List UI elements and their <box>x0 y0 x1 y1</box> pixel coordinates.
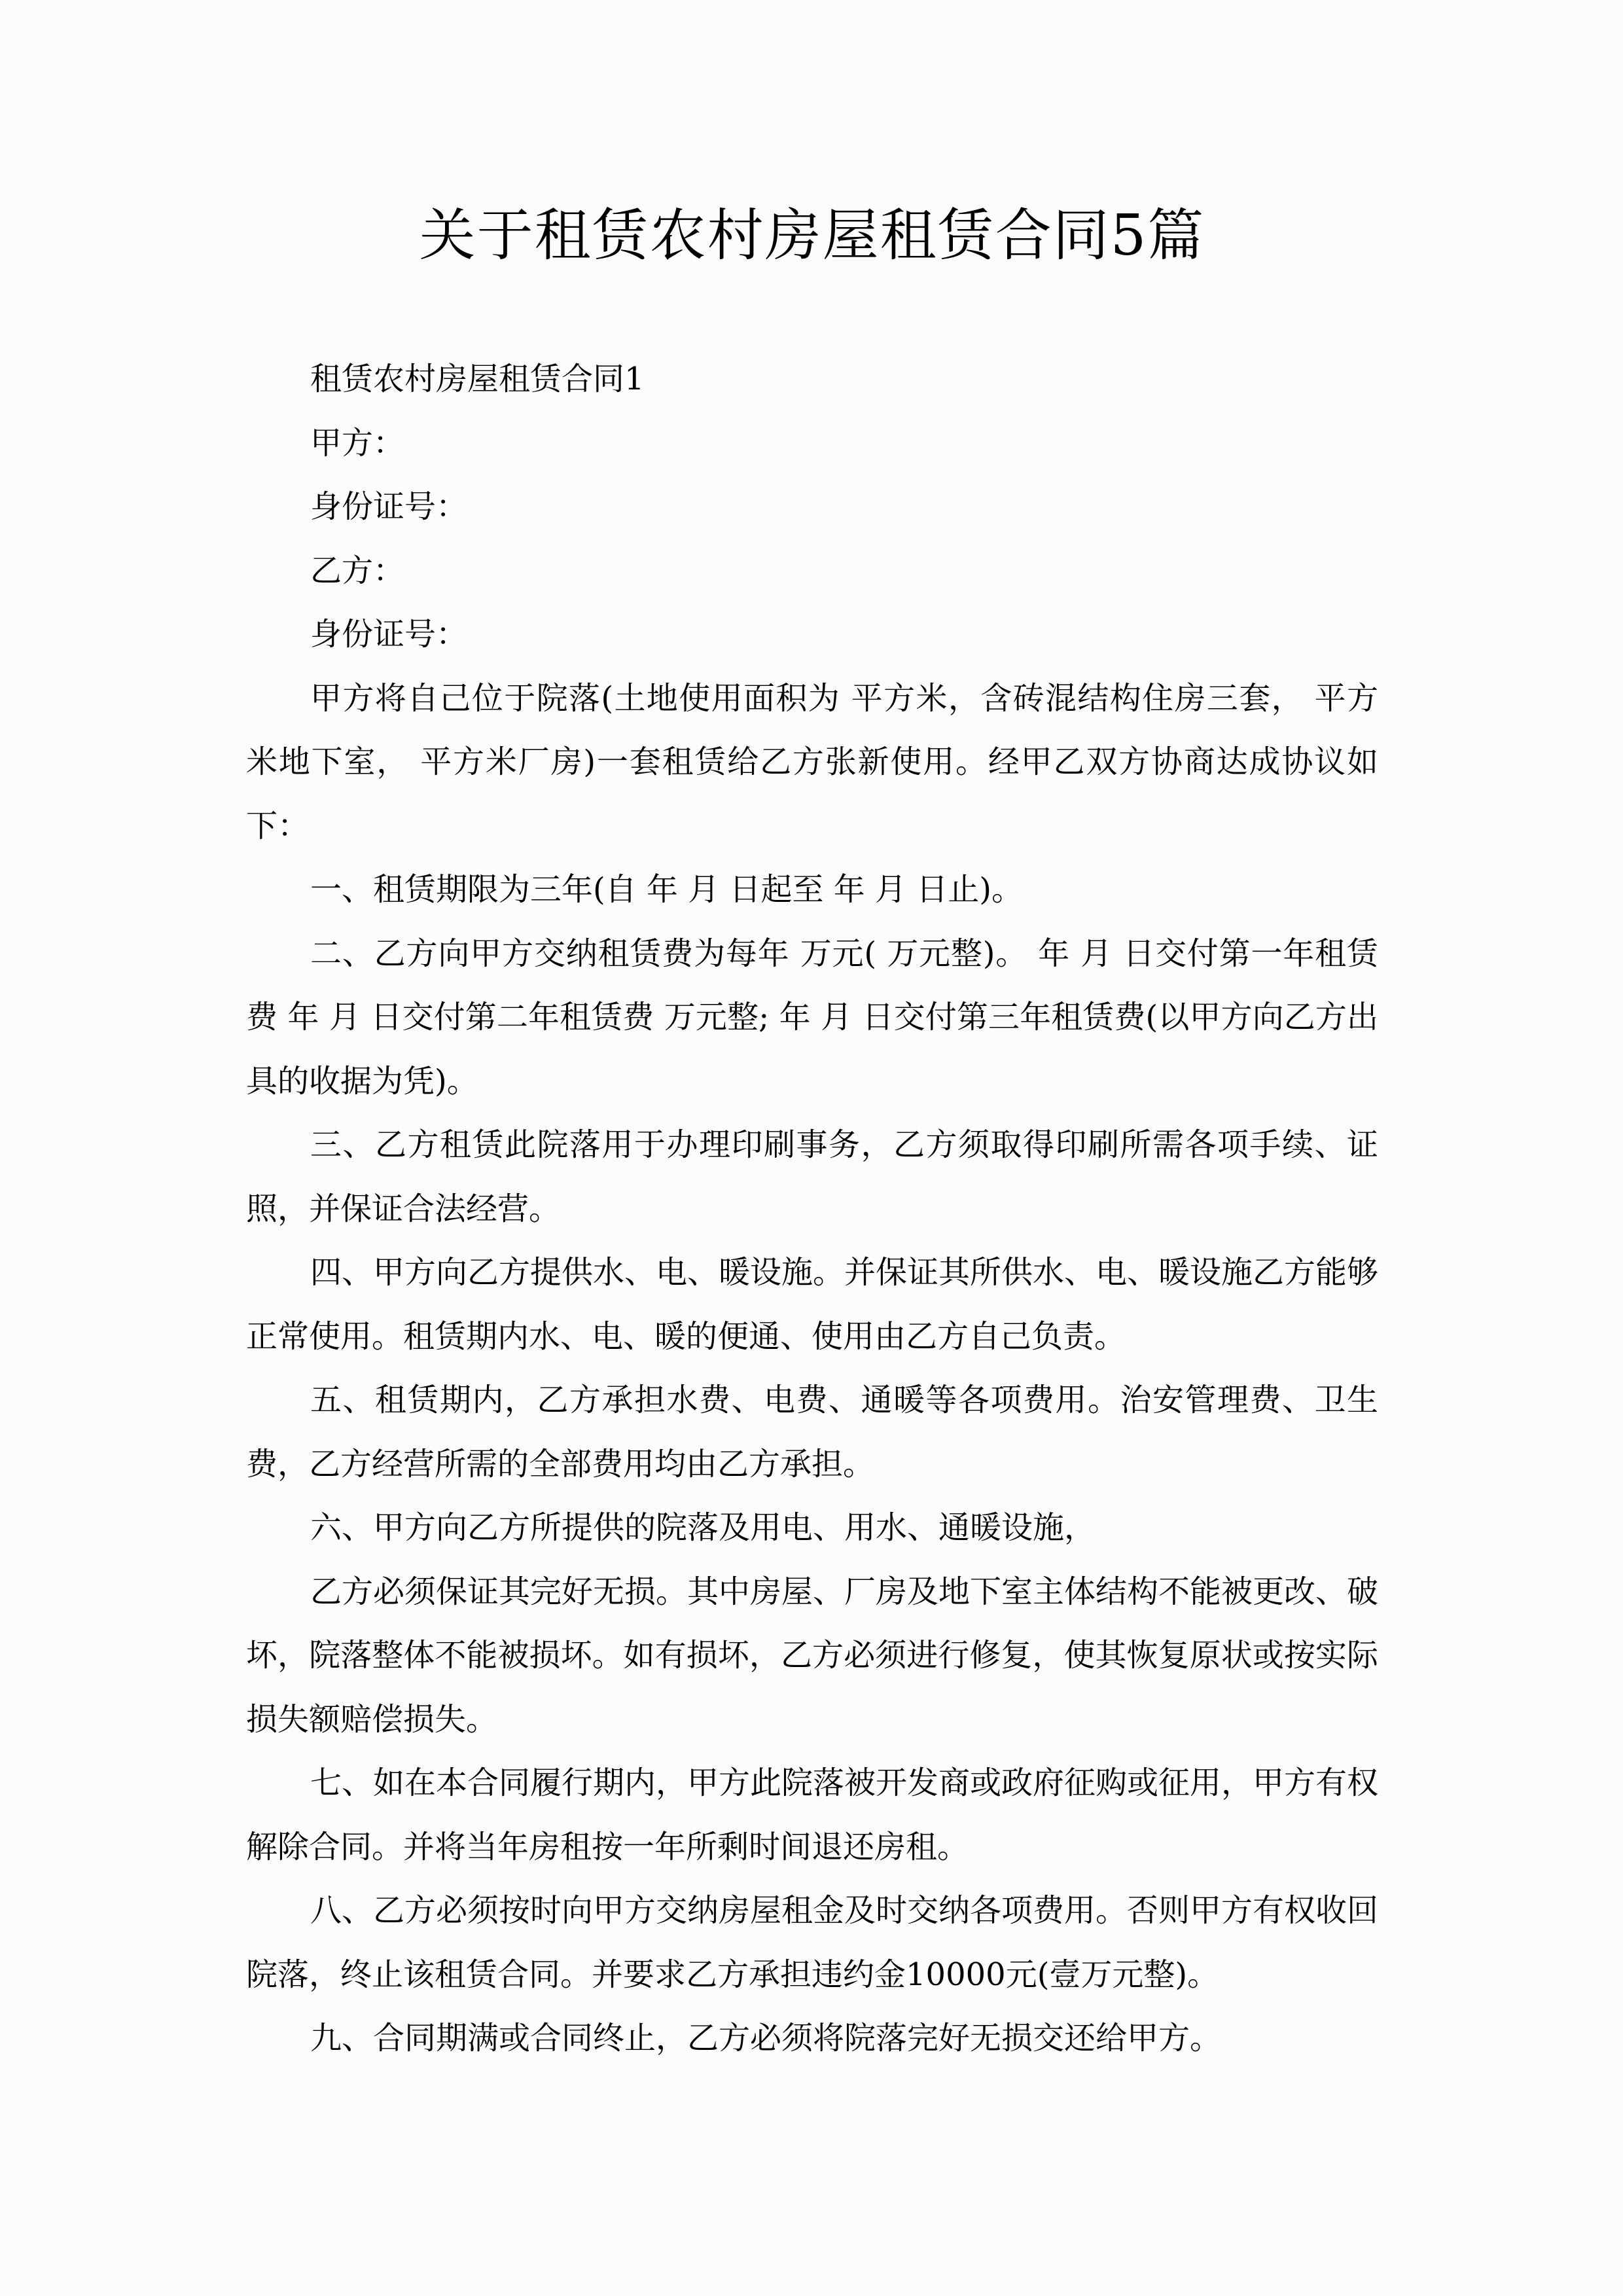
party-a-label: 甲方： <box>310 424 405 461</box>
preamble-paragraph: 甲方将自己位于院落(土地使用面积为 平方米，含砖混结构住房三套， 平方米地下室， 平方米厂房)一套租赁给乙方张新使用。经甲乙双方协商达成协议如下： <box>246 679 1378 844</box>
clause-9: 九、合同期满或合同终止，乙方必须将院落完好无损交还给甲方。 <box>310 2020 1222 2056</box>
document-title: 关于租赁农村房屋租赁合同5篇 <box>419 203 1205 268</box>
clause-2: 二、乙方向甲方交纳租赁费为每年 万元( 万元整)。 年 月 日交付第一年租赁费 年 月 日交付第二年租赁费 万元整; 年 月 日交付第三年租赁费(以甲方向乙方出具的收据为凭)。 <box>246 935 1378 1100</box>
party-a-id-label: 身份证号： <box>310 488 468 525</box>
clause-6-continued: 乙方必须保证其完好无损。其中房屋、厂房及地下室主体结构不能被更改、破坏，院落整体不能被损坏。如有损坏，乙方必须进行修复，使其恢复原状或按实际损失额赔偿损失。 <box>246 1573 1379 1738</box>
contract-heading: 租赁农村房屋租赁合同1 <box>310 361 645 397</box>
document-body <box>246 348 1378 2071</box>
clause-7: 七、如在本合同履行期内，甲方此院落被开发商或政府征购或征用，甲方有权解除合同。并将当年房租按一年所剩时间退还房租。 <box>246 1765 1379 1865</box>
party-b-label: 乙方： <box>310 552 405 589</box>
clause-8: 八、乙方必须按时向甲方交纳房屋租金及时交纳各项费用。否则甲方有权收回院落，终止该租赁合同。并要求乙方承担违约金10000元(壹万元整)。 <box>246 1892 1379 1993</box>
clause-5: 五、租赁期内，乙方承担水费、电费、通暖等各项费用。治安管理费、卫生费，乙方经营所需的全部费用均由乙方承担。 <box>246 1382 1378 1482</box>
clause-1: 一、租赁期限为三年(自 年 月 日起至 年 月 日止)。 <box>310 871 1024 908</box>
clause-4: 四、甲方向乙方提供水、电、暖设施。并保证其所供水、电、暖设施乙方能够正常使用。租赁期内水、电、暖的便通、使用由乙方自己负责。 <box>246 1254 1379 1355</box>
clause-3: 三、乙方租赁此院落用于办理印刷事务，乙方须取得印刷所需各项手续、证照，并保证合法经营。 <box>246 1126 1378 1227</box>
clause-6: 六、甲方向乙方所提供的院落及用电、用水、通暖设施， <box>310 1509 1096 1546</box>
party-b-id-label: 身份证号： <box>310 616 468 653</box>
